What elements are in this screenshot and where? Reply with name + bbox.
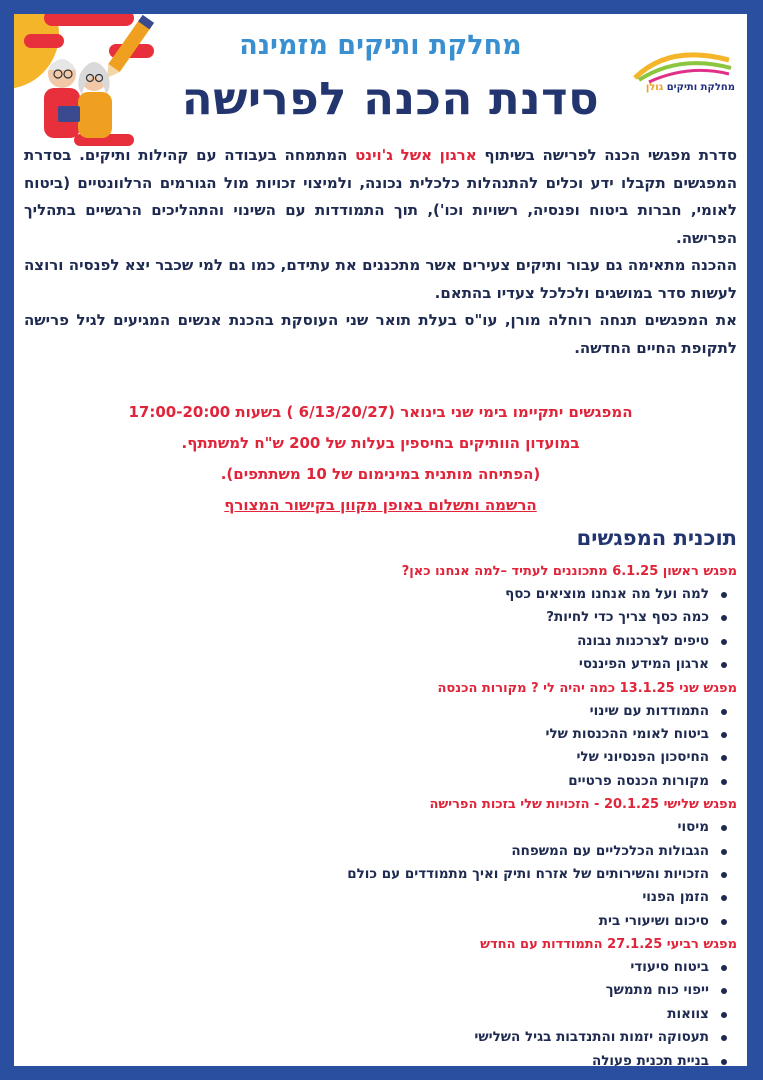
list-item: תעסוקה יזמות והתנדבות בגיל השלישי [24, 1026, 709, 1049]
list-item: מיסוי [24, 816, 709, 839]
intro-p1-end: המתמחה בעבודה עם קהילות ותיקים. בסדרת המפגשים תקבלו ידע וכלים להתנהלות כלכלית נכונה, ולמיצוי זכויות מול הגורמים הרלוונטיים (ביטוח לאומי, חברות ביטוח ופנסיה, רשויות וכו'), תוך התמודדות עם השינוי והתהליכים הרגשיים בתהליך הפרישה. [24, 146, 737, 247]
meeting-title: מפגש רביעי 27.1.25 התמודדות עם החדש [480, 937, 737, 953]
meeting-2 [24, 677, 737, 794]
meeting-title: מפגש שלישי 20.1.25 - הזכויות שלי בזכות הפרישה [429, 797, 737, 813]
logo-text-blue: מחלקת ותיקים [666, 82, 735, 93]
schedule-location-price: במועדון הוותיקים בחיספין בעלות של 200 ש"ח למשתתף. [181, 434, 580, 452]
meeting-title: מפגש שני 13.1.25 כמה יהיה לי ? מקורות הכנסה [437, 680, 737, 696]
meeting-title: מפגש ראשון 6.1.25 מתכוננים לעתיד –למה אנחנו כאן? [401, 564, 737, 579]
list-item: סיכום ושיעורי בית [24, 910, 709, 933]
list-item: צוואות [24, 1003, 709, 1026]
list-item: הגבולות הכלכליים עם המשפחה [24, 840, 709, 863]
list-item: החיסכון הפנסיוני שלי [24, 746, 709, 769]
registration-link[interactable]: הרשמה ותשלום באופן מקוון בקישור המצורף [224, 496, 537, 514]
meeting-4 [24, 933, 737, 1066]
list-item: ביטוח סיעודי [24, 956, 709, 979]
logo-text-gold: גולן [645, 82, 664, 93]
intro-p1-start: סדרת מפגשי הכנה לפרישה בשיתוף [476, 146, 738, 164]
meeting-3 [24, 793, 737, 933]
program-title: תוכנית המפגשים [576, 526, 737, 550]
meeting-1 [24, 560, 737, 677]
list-item: הזכויות והשירותים של אזרח ותיק ואיך מתמודדים עם כולם [24, 863, 709, 886]
intro-paragraph-2: ההכנה מתאימה גם עבור ותיקים צעירים אשר מתכננים את עתידם, כמו גם למי שכבר יצא לפנסיה ורוצה לעשות סדר במושגים ולכלכל צעדיו בהתאם. [24, 256, 737, 302]
intro-text [24, 142, 737, 362]
logo-swoosh-icon [629, 50, 735, 84]
list-item: מקורות הכנסה פרטיים [24, 770, 709, 793]
header-title: סדנת הכנה לפרישה [181, 72, 600, 125]
list-item: בניית תכנית פעולה [24, 1050, 709, 1066]
logo-text [646, 82, 735, 93]
list-item: כמה כסף צריך כדי לחיות? [24, 606, 709, 629]
list-item: ביטוח לאומי ההכנסות שלי [24, 723, 709, 746]
list-item: למה ועל מה אנחנו מוציאים כסף [24, 583, 709, 606]
list-item: הזמן הפנוי [24, 886, 709, 909]
partner-name: ארגון אשל ג'וינט [355, 146, 477, 164]
seniors-illustration [14, 14, 154, 154]
list-item: ייפוי כוח מתמשך [24, 979, 709, 1002]
header-subtitle: מחלקת ותיקים מזמינה [239, 30, 522, 61]
flyer-sheet [14, 14, 747, 1066]
schedule-info [24, 397, 737, 521]
list-item: התמודדות עם שינוי [24, 700, 709, 723]
list-item: טיפים לצרכנות נבונה [24, 630, 709, 653]
schedule-dates: המפגשים יתקיימו בימי שני בינואר (6/13/20/27 ) בשעות 17:00-20:00 [128, 403, 633, 421]
intro-paragraph-1 [24, 142, 737, 252]
intro-paragraph-3: את המפגשים תנחה רוחלה מורן, עו"ס בעלת תואר שני העוסקת בהכנת אנשים המגיעים לגיל פרישה לתקופת החיים החדשה. [24, 311, 737, 357]
schedule-minimum: (הפתיחה מותנית במינימום של 10 משתתפים). [220, 465, 541, 483]
program-list [24, 560, 737, 1066]
golan-veterans-logo [629, 50, 735, 106]
list-item: ארגון המידע הפיננסי [24, 653, 709, 676]
